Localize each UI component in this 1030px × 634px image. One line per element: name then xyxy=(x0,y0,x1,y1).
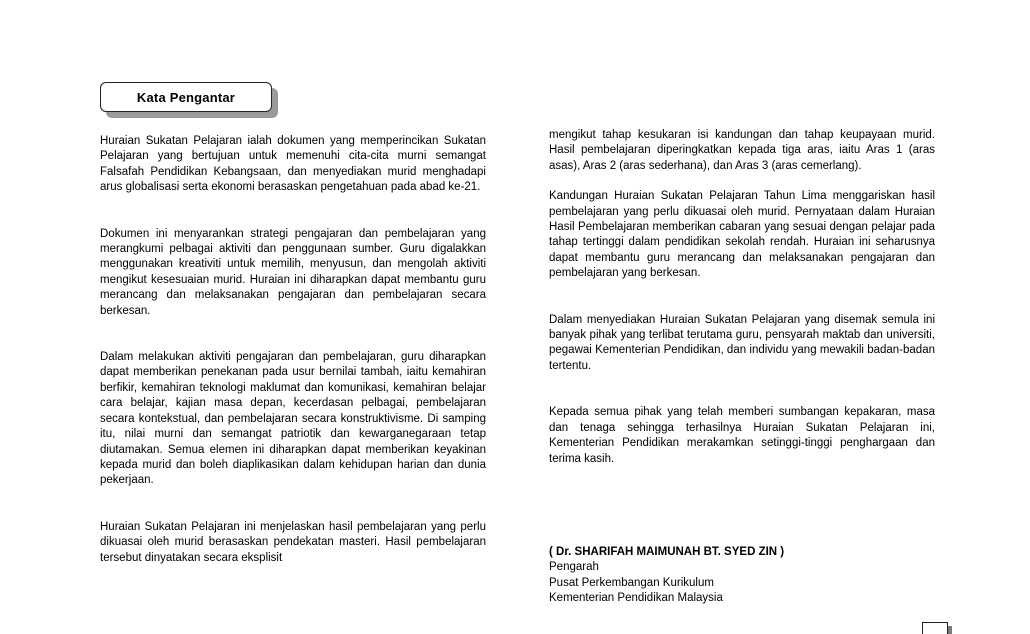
left-column xyxy=(100,134,486,566)
page-number-box xyxy=(922,622,948,634)
right-paragraph-4: Kepada semua pihak yang telah memberi sumbangan kepakaran, masa dan tenaga sehingga terhasilnya Huraian Sukatan Pelajaran ini, Kementerian Pendidikan merakamkan setinggi-tinggi penghargaan dan terima kasih. xyxy=(549,406,935,465)
left-paragraph-3: Dalam melakukan aktiviti pengajaran dan pembelajaran, guru diharapkan dapat memberikan penekanan pada usur bernilai tambah, iaitu kemahiran berfikir, kemahiran teknologi maklumat dan komunikasi, kemahiran belajar cara belajar, kajian masa depan, kecerdasan pelbagai, pembelajaran secara kontekstual, dan pembelajaran secara konstruktivisme. Di samping itu, nilai murni dan semangat patriotik dan kewarganegaraan tetap diutamakan. Semua elemen ini diharapkan dapat memberikan keyakinan kepada murid dan boleh diaplikasikan dalam kehidupan harian dan dunia pekerjaan. xyxy=(100,351,486,487)
right-paragraph-2: Kandungan Huraian Sukatan Pelajaran Tahun Lima menggariskan hasil pembelajaran yang perlu dikuasai oleh murid. Pernyataan dalam Huraian Hasil Pembelajaran memberikan cabaran yang sesuai dengan pelajar pada tahap tertinggi dalam pendidikan sekolah rendah. Huraian ini seharusnya dapat membantu guru merancang dan melaksanakan pengajaran dan pembelajaran yang berkesan. xyxy=(549,190,935,280)
right-column xyxy=(549,128,935,513)
signatory-ministry: Kementerian Pendidikan Malaysia xyxy=(549,592,723,605)
left-paragraph-2: Dokumen ini menyarankan strategi pengajaran dan pembelajaran yang merangkumi pelbagai aktiviti dan penggunaan sumber. Guru digalakkan menggunakan kreativiti untuk memilih, menyusun, dan mengolah aktiviti mengikut kesesuaian murid. Huraian ini diharapkan dapat membantu guru merancang dan melaksanakan pengajaran dan pembelajaran secara berkesan. xyxy=(100,227,486,317)
right-paragraph-3: Dalam menyediakan Huraian Sukatan Pelajaran yang disemak semula ini banyak pihak yang terlibat terutama guru, pensyarah maktab dan universiti, pegawai Kementerian Pendidikan, dan individu yang mewakili badan-badan tertentu. xyxy=(549,313,935,372)
page-title: Kata Pengantar xyxy=(100,82,272,112)
signatory-organization: Pusat Perkembangan Kurikulum xyxy=(549,576,714,589)
left-paragraph-4: Huraian Sukatan Pelajaran ini menjelaskan hasil pembelajaran yang perlu dikuasai oleh murid berasaskan pendekatan masteri. Hasil pembelajaran tersebut dinyatakan secara eksplisit xyxy=(100,520,486,564)
signatory-name: ( Dr. SHARIFAH MAIMUNAH BT. SYED ZIN ) xyxy=(549,546,785,558)
signatory-position: Pengarah xyxy=(549,561,599,574)
signature-block xyxy=(549,545,935,607)
right-paragraph-1: mengikut tahap kesukaran isi kandungan dan tahap keupayaan murid. Hasil pembelajaran diperingkatkan kepada tiga aras, iaitu Aras 1 (aras asas), Aras 2 (aras sederhana), dan Aras 3 (aras cemerlang). xyxy=(549,129,935,172)
left-paragraph-1: Huraian Sukatan Pelajaran ialah dokumen yang memperincikan Sukatan Pelajaran yang bertujuan untuk memenuhi cita-cita murni semangat Falsafah Pendidikan Kebangsaan, dan menyediakan murid menghadapi arus globalisasi serta ekonomi berasaskan pengetahuan pada abad ke-21. xyxy=(100,135,486,194)
